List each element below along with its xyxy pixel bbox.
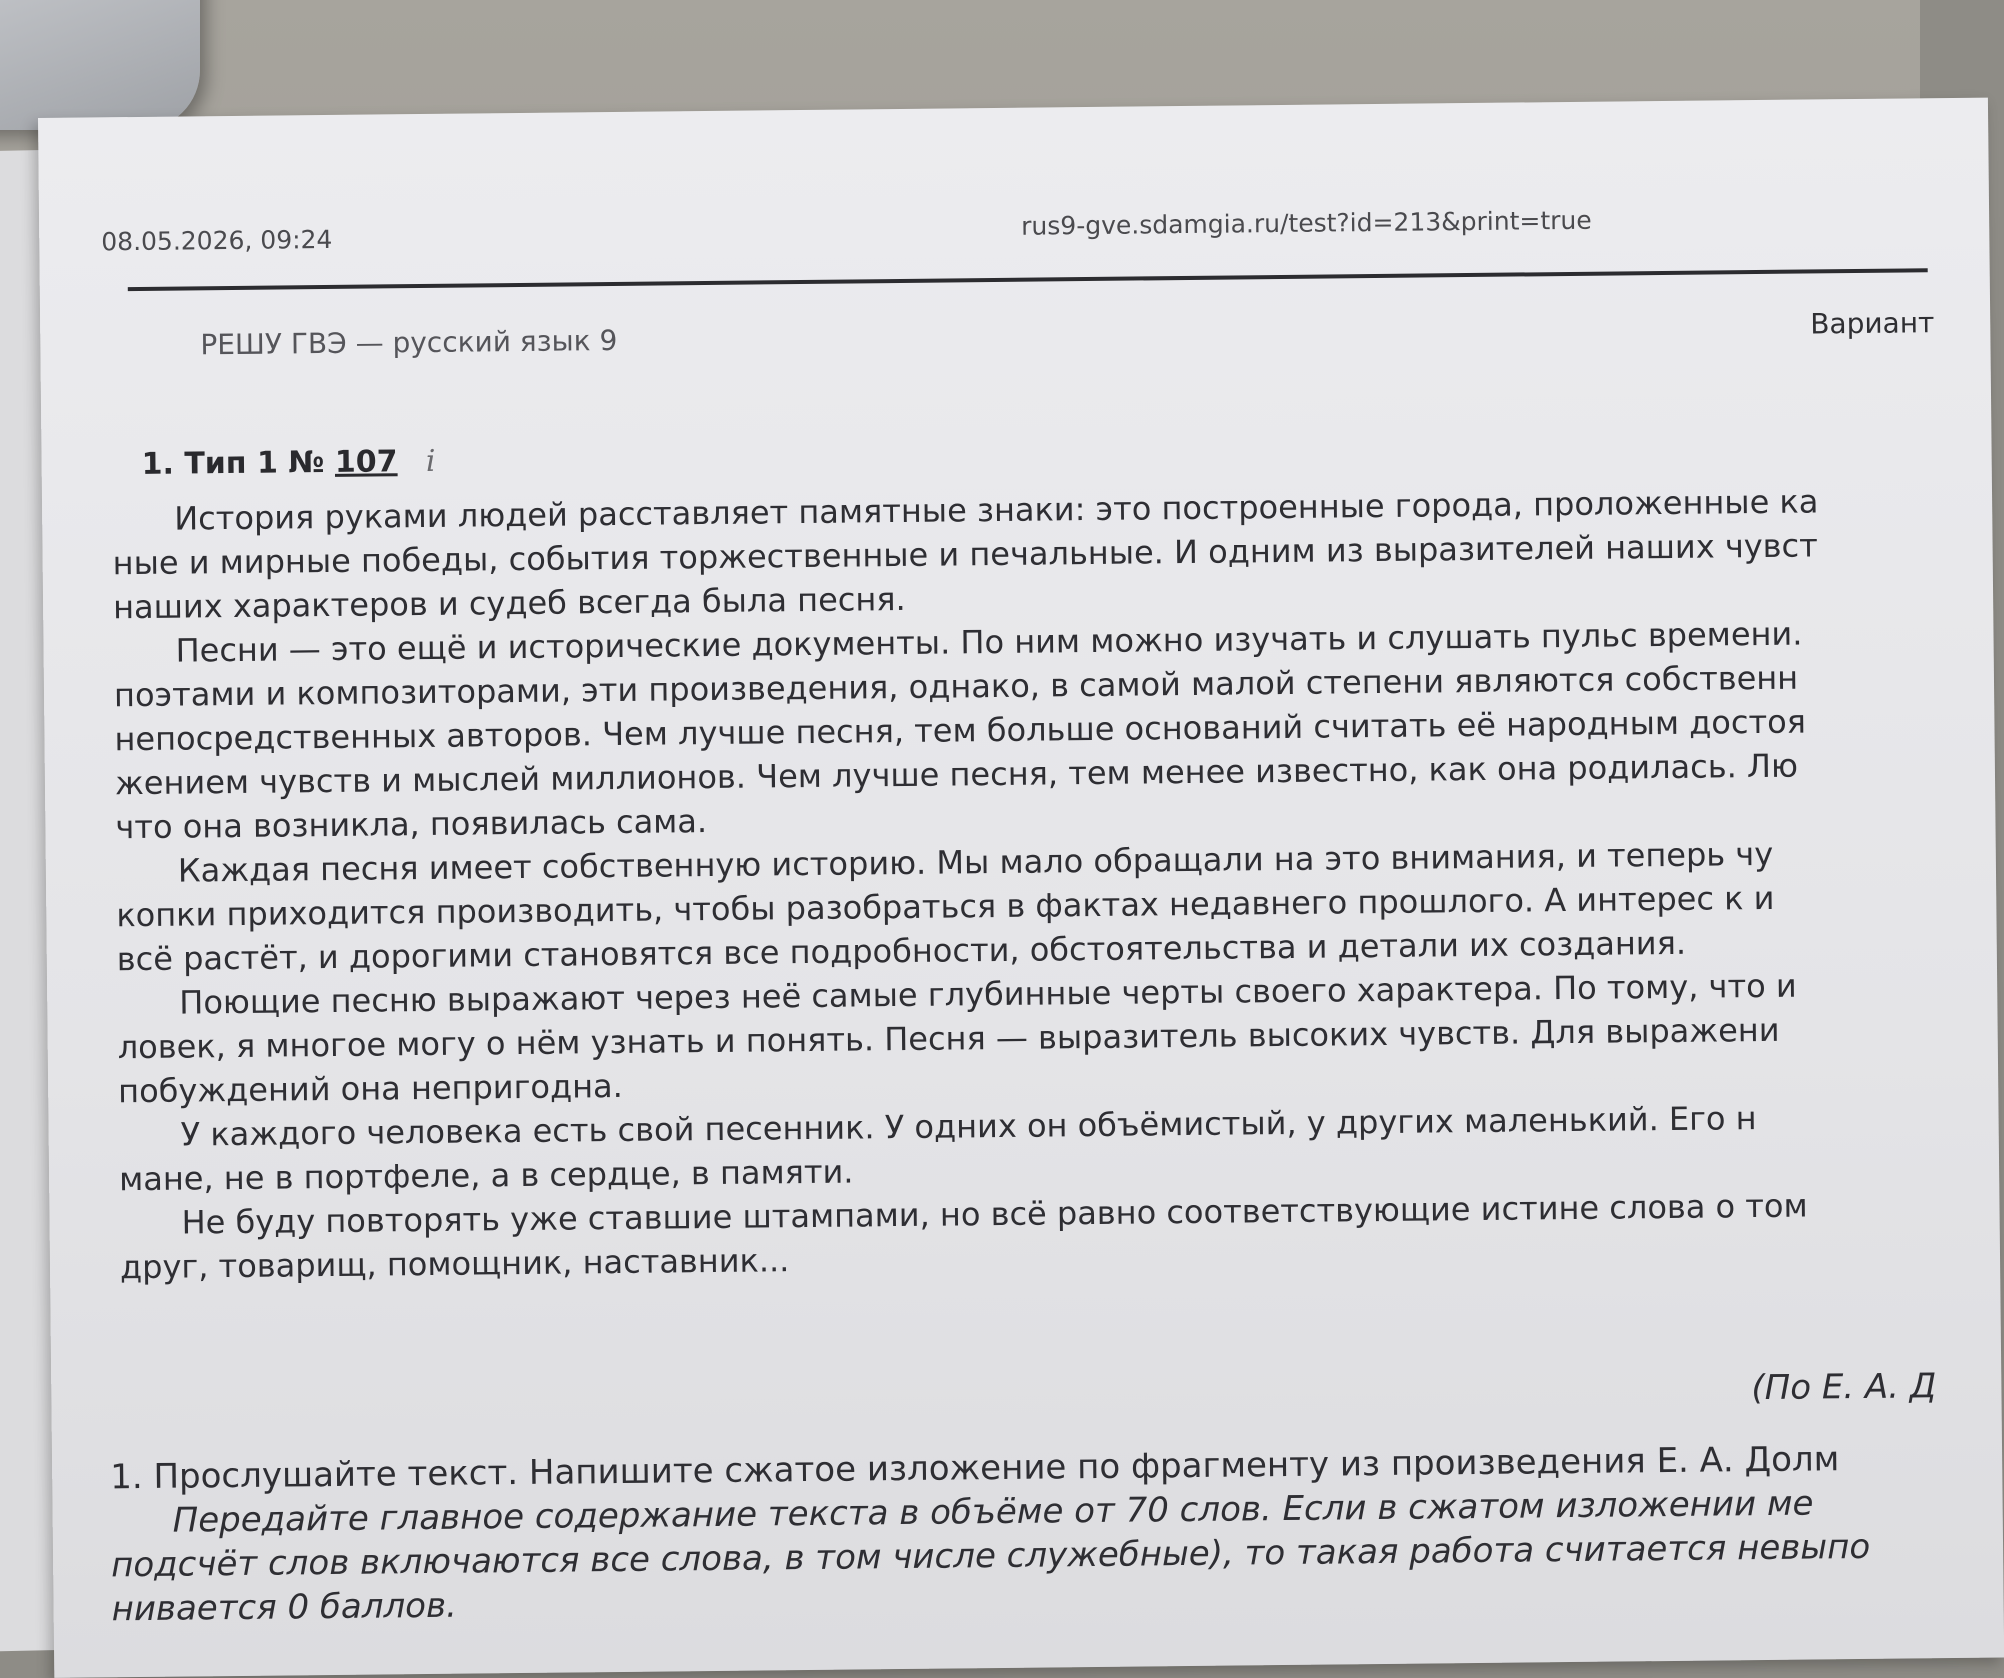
text-line: наших характеров и судеб всегда была песня. (112, 579, 906, 627)
text-line: побуждений она непригодна. (117, 1066, 624, 1111)
paragraph (113, 610, 1975, 849)
text-line: поэтами и композиторами, эти произведения, однако, в самой малой степени являются собственн (113, 658, 1799, 715)
info-icon[interactable]: i (425, 443, 436, 479)
task-number-link[interactable]: 107 (334, 444, 398, 480)
text-line: Поющие песню выражают через неё самые глубинные черты своего характера. По тому, что и (179, 966, 1797, 1022)
text-line: всё растёт, и дорогими становятся все подробности, обстоятельства и детали их создания. (116, 923, 1687, 979)
text-line: жением чувств и мыслей миллионов. Чем лучше песня, тем менее известно, как она родилась. Лю (114, 746, 1799, 803)
task-heading (141, 444, 435, 482)
passage-text (112, 478, 1980, 1289)
instruction-line: подсчёт слов включаются все слова, в том числе служебные), то такая работа считается невыпо (110, 1526, 1871, 1586)
print-header (101, 205, 1901, 267)
text-line: что она возникла, появилась сама. (115, 802, 708, 847)
printed-page (38, 98, 2004, 1678)
text-line: непосредственных авторов. Чем лучше песня, тем больше оснований считать её народным достоя (114, 702, 1807, 759)
text-line: друг, товарищ, помощник, наставник... (119, 1241, 790, 1287)
instruction-line: 1. Прослушайте текст. Напишите сжатое изложение по фрагменту из произведения Е. А. Долм (110, 1439, 1840, 1498)
header-divider (128, 268, 1928, 291)
text-line: ные и мирные победы, события торжественные и печальные. И одним из выразителей наших чувст (112, 526, 1818, 583)
text-line: ловек, я многое могу о нём узнать и понять. Песня — выразитель высоких чувств. Для выражени (117, 1010, 1780, 1067)
text-line: Каждая песня имеет собственную историю. Мы мало обращали на это внимания, и теперь чу (177, 834, 1774, 890)
laptop-corner (0, 0, 200, 130)
handwriting-marks (0, 591, 12, 992)
variant-label: Вариант (1810, 306, 1935, 341)
print-timestamp: 08.05.2026, 09:24 (101, 224, 333, 257)
paragraph (112, 478, 1973, 629)
print-url: rus9-gve.sdamgia.ru/test?id=213&print=true (1021, 205, 1592, 241)
paragraph (117, 962, 1978, 1113)
text-line: У каждого человека есть свой песенник. У одних он объёмистый, у других маленький. Его н (180, 1099, 1757, 1154)
paragraph (119, 1182, 1980, 1289)
author-attribution: (По Е. А. Д (1751, 1366, 1937, 1409)
text-line: Не буду повторять уже ставшие штампами, но всё равно соответствующие истине слова о том (181, 1186, 1808, 1242)
text-line: копки приходится производить, чтобы разобраться в фактах недавнего прошлого. А интерес к и (116, 878, 1775, 935)
instruction-line: нивается 0 баллов. (111, 1585, 458, 1630)
task-instructions (110, 1436, 1992, 1632)
paragraph (116, 830, 1977, 981)
text-line: мане, не в портфеле, а в сердце, в памяти. (118, 1152, 854, 1199)
instruction-line: Передайте главное содержание текста в объёме от 70 слов. Если в сжатом изложении ме (172, 1483, 1814, 1541)
text-line: История руками людей расставляет памятные знаки: это построенные города, проложенные ка (174, 482, 1819, 538)
text-line: Песни — это ещё и исторические документы. По ним можно изучать и слушать пульс времени. (175, 614, 1803, 670)
task-prefix: 1. Тип 1 № (141, 445, 325, 482)
site-title: РЕШУ ГВЭ — русский язык 9 (200, 323, 618, 362)
